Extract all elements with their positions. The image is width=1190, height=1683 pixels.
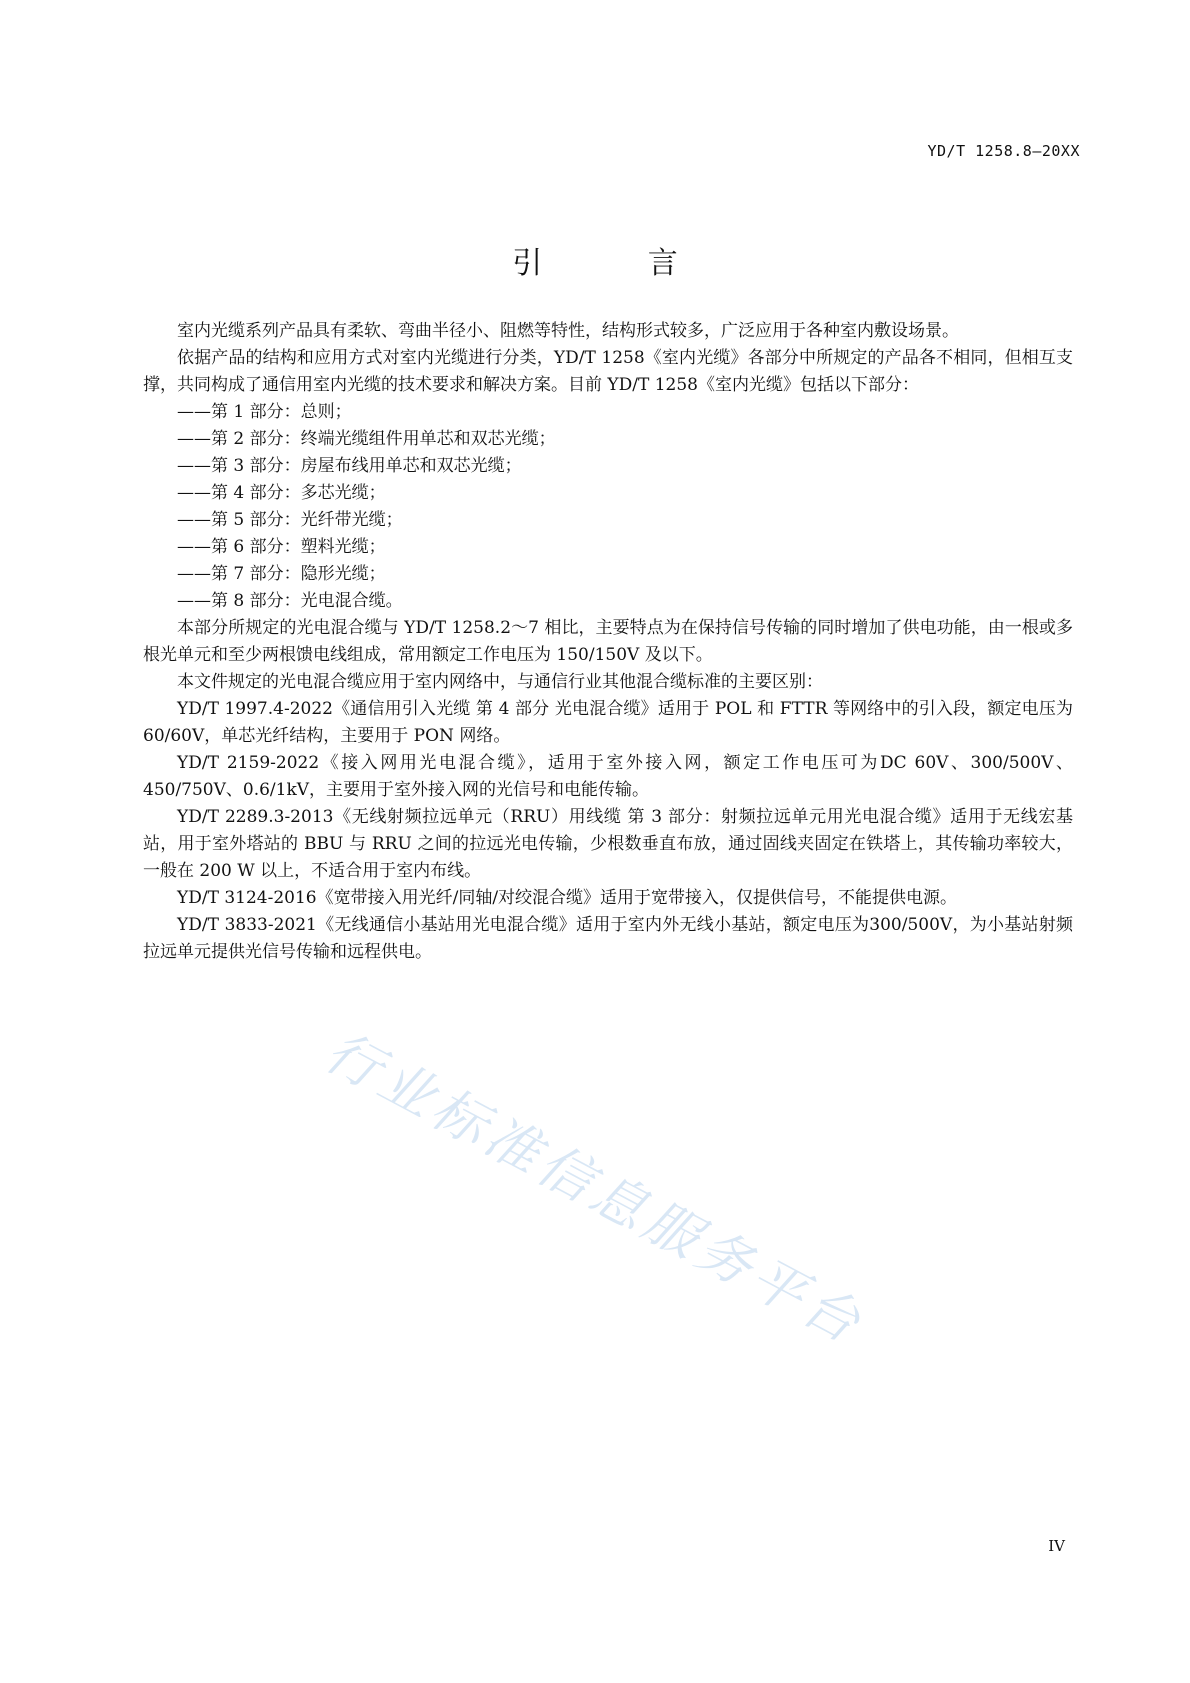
watermark: 行业标准信息服务平台 xyxy=(315,1019,875,1358)
part-list-item: ——第 7 部分：隐形光缆； xyxy=(177,564,386,584)
part-list-item: ——第 5 部分：光纤带光缆； xyxy=(177,510,403,530)
document-body xyxy=(143,318,1073,966)
paragraph: YD/T 3124-2016《宽带接入用光纤/同轴/对绞混合缆》适用于宽带接入，仅提供信号，不能提供电源。 xyxy=(177,888,958,908)
paragraph: 依据产品的结构和应用方式对室内光缆进行分类，YD/T 1258《室内光缆》各部分中所规定的产品各不相同，但相互支撑，共同构成了通信用室内光缆的技术要求和解决方案。目前 YD/T 1258《室内光缆》包括以下部分： xyxy=(143,348,1073,395)
part-list-item: ——第 4 部分：多芯光缆； xyxy=(177,483,386,503)
page-number: IV xyxy=(1048,1537,1065,1555)
section-title: 引 言 xyxy=(512,246,726,281)
part-list-item: ——第 3 部分：房屋布线用单芯和双芯光缆； xyxy=(177,456,522,476)
part-list-item: ——第 1 部分：总则； xyxy=(177,402,352,422)
paragraph: 本文件规定的光电混合缆应用于室内网络中，与通信行业其他混合缆标准的主要区别： xyxy=(177,672,823,692)
paragraph: 室内光缆系列产品具有柔软、弯曲半径小、阻燃等特性，结构形式较多，广泛应用于各种室内敷设场景。 xyxy=(177,321,959,341)
paragraph: 本部分所规定的光电混合缆与 YD/T 1258.2～7 相比，主要特点为在保持信号传输的同时增加了供电功能，由一根或多根光单元和至少两根馈电线组成，常用额定工作电压为 150/150V 及以下。 xyxy=(143,618,1073,665)
part-list-item: ——第 2 部分：终端光缆组件用单芯和双芯光缆； xyxy=(177,429,556,449)
paragraph: YD/T 2159-2022《接入网用光电混合缆》，适用于室外接入网，额定工作电压可为DC 60V、300/500V、450/750V、0.6/1kV，主要用于室外接入网的光信号和电能传输。 xyxy=(143,753,1073,800)
part-list-item: ——第 6 部分：塑料光缆； xyxy=(177,537,386,557)
part-list-item: ——第 8 部分：光电混合缆。 xyxy=(177,591,403,611)
paragraph: YD/T 1997.4-2022《通信用引入光缆 第 4 部分 光电混合缆》适用于 POL 和 FTTR 等网络中的引入段，额定电压为 60/60V，单芯光纤结构，主要用于 PON 网络。 xyxy=(143,699,1073,746)
paragraph: YD/T 2289.3-2013《无线射频拉远单元（RRU）用线缆 第 3 部分：射频拉远单元用光电混合缆》适用于无线宏基站，用于室外塔站的 BBU 与 RRU 之间的拉远光电传输，少根数垂直布放，通过固线夹固定在铁塔上，其传输功率较大，一般在 200 W 以上，不适合用于室内布线。 xyxy=(143,807,1073,881)
paragraph: YD/T 3833-2021《无线通信小基站用光电混合缆》适用于室内外无线小基站，额定电压为300/500V，为小基站射频拉远单元提供光信号传输和远程供电。 xyxy=(143,915,1073,962)
document-code: YD/T 1258.8—20XX xyxy=(927,142,1080,160)
